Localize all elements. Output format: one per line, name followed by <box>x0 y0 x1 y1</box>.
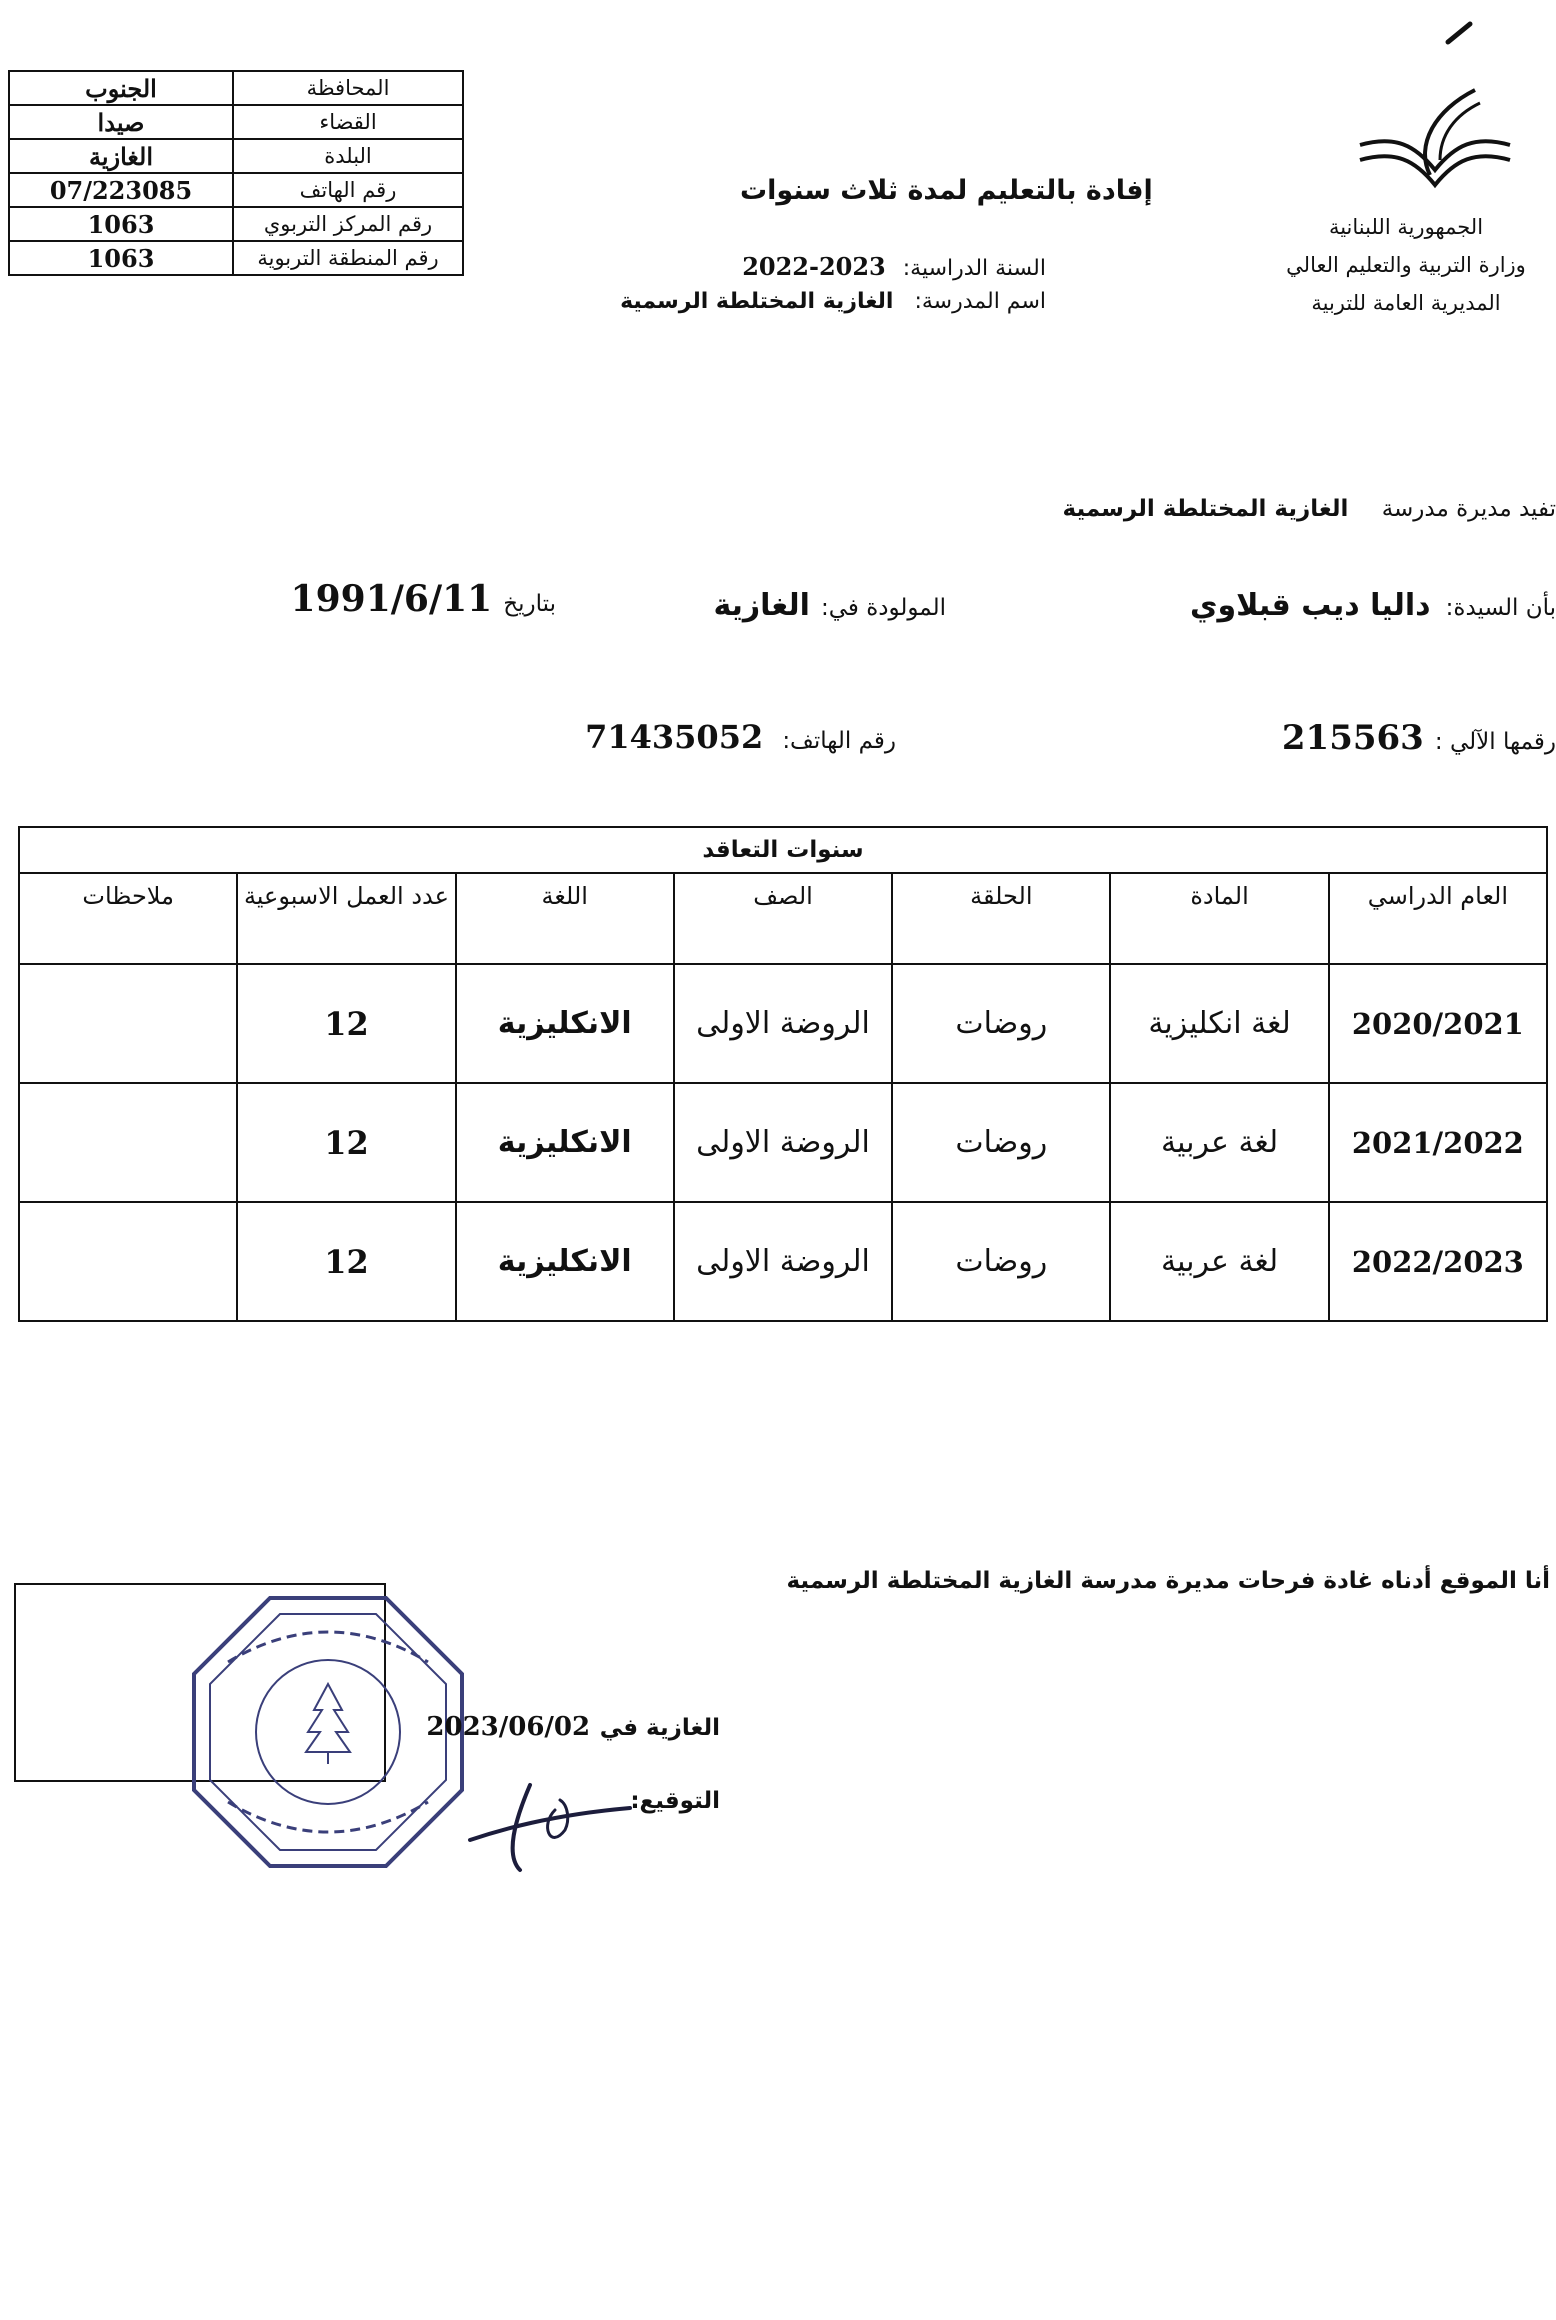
school-year-label: السنة الدراسية: <box>902 256 1046 281</box>
school-name-line <box>620 289 1046 314</box>
phone-label: رقم الهاتف: <box>782 728 896 754</box>
info-label: رقم المركز التربوي <box>233 207 463 241</box>
table-row <box>19 1202 1547 1321</box>
table-row <box>19 1083 1547 1202</box>
column-header: العام الدراسي <box>1329 873 1547 964</box>
birth-date-line <box>291 578 556 620</box>
column-header: اللغة <box>456 873 674 964</box>
birth-place: الغازية <box>713 588 810 623</box>
info-row <box>9 241 463 275</box>
place-date-line <box>426 1712 720 1742</box>
org-line: الجمهورية اللبنانية <box>1328 215 1484 239</box>
intro-school: الغازية المختلطة الرسمية <box>1062 496 1349 522</box>
birth-date-label: بتاريخ <box>503 591 556 617</box>
info-value: 1063 <box>9 241 233 275</box>
cell-year: 2022/2023 <box>1329 1202 1547 1321</box>
column-header: الحلقة <box>892 873 1110 964</box>
info-table <box>8 70 464 276</box>
phone-value: 71435052 <box>585 718 764 756</box>
info-row <box>9 105 463 139</box>
signature-icon <box>460 1770 640 1880</box>
cell-hours: 12 <box>237 1202 455 1321</box>
birth-place-line <box>713 588 946 623</box>
org-line: وزارة التربية والتعليم العالي <box>1286 253 1526 277</box>
org-line: المديرية العامة للتربية <box>1311 291 1501 315</box>
cell-subject: لغة عربية <box>1110 1202 1328 1321</box>
info-label: البلدة <box>233 139 463 173</box>
cell-cycle: روضات <box>892 1083 1110 1202</box>
info-value: الجنوب <box>9 71 233 105</box>
info-label: القضاء <box>233 105 463 139</box>
info-label: المحافظة <box>233 71 463 105</box>
cell-language: الانكليزية <box>456 964 674 1083</box>
info-label: رقم المنطقة التربوية <box>233 241 463 275</box>
school-name-value: الغازية المختلطة الرسمية <box>620 289 894 314</box>
signatory-statement: أنا الموقع أدناه غادة فرحات مديرة مدرسة الغازية المختلطة الرسمية <box>786 1568 1550 1594</box>
cell-cycle: روضات <box>892 1202 1110 1321</box>
school-year-line <box>742 252 1046 281</box>
signature-label: التوقيع: <box>630 1788 720 1814</box>
table-header-row <box>19 873 1547 964</box>
table-row <box>19 964 1547 1083</box>
contract-years-table <box>18 826 1548 1322</box>
cell-subject: لغة عربية <box>1110 1083 1328 1202</box>
pen-mark-icon <box>1440 18 1480 48</box>
reg-line <box>1282 718 1556 758</box>
reg-value: 215563 <box>1281 718 1424 758</box>
cell-class: الروضة الاولى <box>674 964 892 1083</box>
cell-year: 2021/2022 <box>1329 1083 1547 1202</box>
info-row <box>9 139 463 173</box>
cell-language: الانكليزية <box>456 1202 674 1321</box>
page-title: إفادة بالتعليم لمدة ثلاث سنوات <box>740 175 1153 206</box>
info-value: 07/223085 <box>9 173 233 207</box>
person-name: داليا ديب قبلاوي <box>1189 588 1431 623</box>
column-header: ملاحظات <box>19 873 237 964</box>
reg-label: رقمها الآلي : <box>1434 729 1556 755</box>
info-row <box>9 173 463 207</box>
school-year-value: 2022-2023 <box>742 252 886 281</box>
phone-line <box>585 718 896 756</box>
person-prefix: بأن السيدة: <box>1445 595 1556 621</box>
document-date: 2023/06/02 <box>426 1712 591 1742</box>
intro-label: تفيد مديرة مدرسة <box>1381 496 1556 522</box>
cell-hours: 12 <box>237 1083 455 1202</box>
cell-notes <box>19 1083 237 1202</box>
place-date-label: الغازية في <box>599 1715 720 1741</box>
ministry-name <box>1276 208 1536 322</box>
cell-year: 2020/2021 <box>1329 964 1547 1083</box>
school-name-label: اسم المدرسة: <box>914 289 1046 314</box>
info-row <box>9 207 463 241</box>
cell-notes <box>19 964 237 1083</box>
column-header: المادة <box>1110 873 1328 964</box>
person-line <box>1190 588 1556 623</box>
cell-class: الروضة الاولى <box>674 1202 892 1321</box>
cell-notes <box>19 1202 237 1321</box>
birth-place-label: المولودة في: <box>821 595 946 621</box>
cell-language: الانكليزية <box>456 1083 674 1202</box>
info-value: الغازية <box>9 139 233 173</box>
intro-line <box>1063 496 1556 522</box>
column-header: الصف <box>674 873 892 964</box>
info-value: صيدا <box>9 105 233 139</box>
info-value: 1063 <box>9 207 233 241</box>
cell-hours: 12 <box>237 964 455 1083</box>
info-row <box>9 71 463 105</box>
ministry-logo-icon <box>1355 85 1515 195</box>
info-label: رقم الهاتف <box>233 173 463 207</box>
cell-cycle: روضات <box>892 964 1110 1083</box>
cell-class: الروضة الاولى <box>674 1083 892 1202</box>
table-caption-row <box>19 827 1547 873</box>
table-caption: سنوات التعاقد <box>19 827 1547 873</box>
birth-date: 1991/6/11 <box>290 578 493 620</box>
cell-subject: لغة انكليزية <box>1110 964 1328 1083</box>
column-header: عدد العمل الاسبوعية <box>237 873 455 964</box>
